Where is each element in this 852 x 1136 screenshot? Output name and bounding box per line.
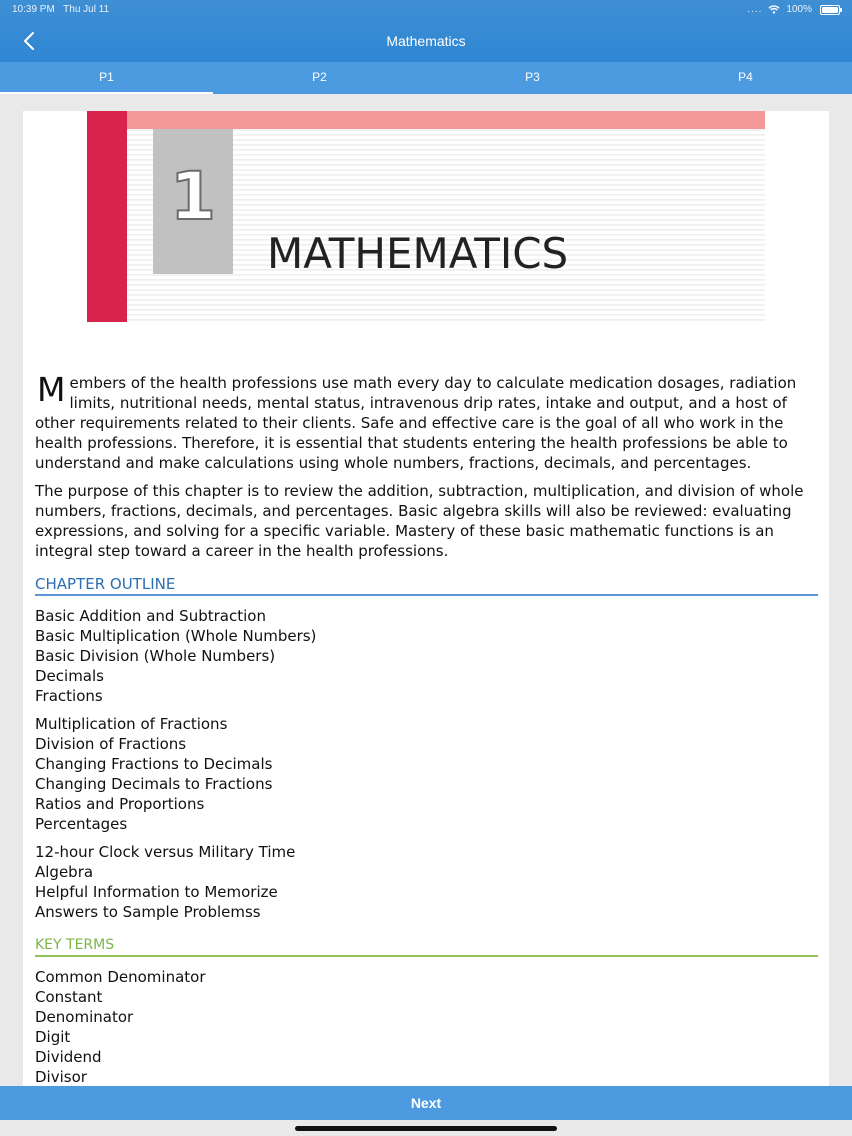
chapter-title: MATHEMATICS xyxy=(267,229,569,278)
outline-item: 12-hour Clock versus Military Time xyxy=(35,843,296,861)
key-term-item: Common Denominator xyxy=(35,968,206,986)
outline-item: Changing Decimals to Fractions xyxy=(35,775,273,793)
battery-percent: 100% xyxy=(786,4,812,15)
chapter-banner xyxy=(87,111,765,322)
status-time-text: 10:39 PM xyxy=(12,4,55,15)
outline-item: Multiplication of Fractions xyxy=(35,715,228,733)
chapter-number-box xyxy=(153,129,233,274)
key-term-item: Dividend xyxy=(35,1048,102,1066)
battery-icon xyxy=(820,5,840,15)
banner-pink-bar xyxy=(127,111,765,129)
tab-p1[interactable]: P1 xyxy=(0,62,213,94)
intro-paragraph-1 xyxy=(35,370,818,473)
outline-item: Helpful Information to Memorize xyxy=(35,883,278,901)
page-tabs xyxy=(0,62,852,94)
status-date-text: Thu Jul 11 xyxy=(63,4,110,15)
outline-item: Changing Fractions to Decimals xyxy=(35,755,273,773)
intro-paragraph-1-text: embers of the health professions use math every day to calculate medication dosages, radiation limits, nutritional needs, mental status, intravenous drip rates, intake and output, and a host of other requirements related to their clients. Safe and effective care is the goal of all who work in the health professions. Therefore, it is essential that students entering the health professions be able to understand and make calculations using whole numbers, fractions, decimals, and percentages. xyxy=(35,374,797,472)
key-term-item: Digit xyxy=(35,1028,71,1046)
chapter-content xyxy=(35,370,818,1086)
app-header xyxy=(0,0,852,62)
status-indicators xyxy=(747,4,840,15)
outline-item: Decimals xyxy=(35,667,104,685)
wifi-icon xyxy=(768,5,780,14)
outline-item: Basic Multiplication (Whole Numbers) xyxy=(35,627,317,645)
page-title: Mathematics xyxy=(386,33,466,49)
home-indicator[interactable] xyxy=(295,1126,557,1131)
key-term-item: Denominator xyxy=(35,1008,134,1026)
document-page[interactable] xyxy=(23,111,829,1086)
key-term-item: Divisor xyxy=(35,1068,87,1086)
outline-item: Basic Division (Whole Numbers) xyxy=(35,647,276,665)
outline-group-2 xyxy=(35,714,818,834)
chapter-outline-heading: CHAPTER OUTLINE xyxy=(35,575,818,596)
outline-item: Percentages xyxy=(35,815,128,833)
outline-group-3 xyxy=(35,842,818,922)
chapter-outline-list xyxy=(35,606,818,922)
key-terms-list xyxy=(35,967,818,1086)
status-time xyxy=(12,4,109,15)
outline-group-1 xyxy=(35,606,818,706)
signal-dots: .... xyxy=(747,4,763,15)
outline-item: Ratios and Proportions xyxy=(35,795,205,813)
tab-p2[interactable]: P2 xyxy=(312,70,327,84)
tab-p3[interactable]: P3 xyxy=(525,70,540,84)
key-term-item: Constant xyxy=(35,988,103,1006)
intro-paragraph-2: The purpose of this chapter is to review the addition, subtraction, multiplication, and division of whole numbers, fractions, decimals, and percentages. Basic algebra skills will also be reviewed: evaluating expressions, and solving for a specific variable. Mastery of these basic mathematic functions is an integral step toward a career in the health professions. xyxy=(35,482,804,560)
outline-item: Answers to Sample Problemss xyxy=(35,903,261,921)
dropcap-letter: M xyxy=(37,370,66,409)
outline-item: Algebra xyxy=(35,863,94,881)
tab-p4[interactable]: P4 xyxy=(738,70,753,84)
banner-red-bar xyxy=(87,111,127,322)
next-button[interactable]: Next xyxy=(0,1086,852,1120)
outline-item: Division of Fractions xyxy=(35,735,187,753)
outline-item: Basic Addition and Subtraction xyxy=(35,607,266,625)
key-terms-heading: KEY TERMS xyxy=(35,936,818,957)
outline-item: Fractions xyxy=(35,687,103,705)
chapter-number: 1 xyxy=(170,158,216,235)
